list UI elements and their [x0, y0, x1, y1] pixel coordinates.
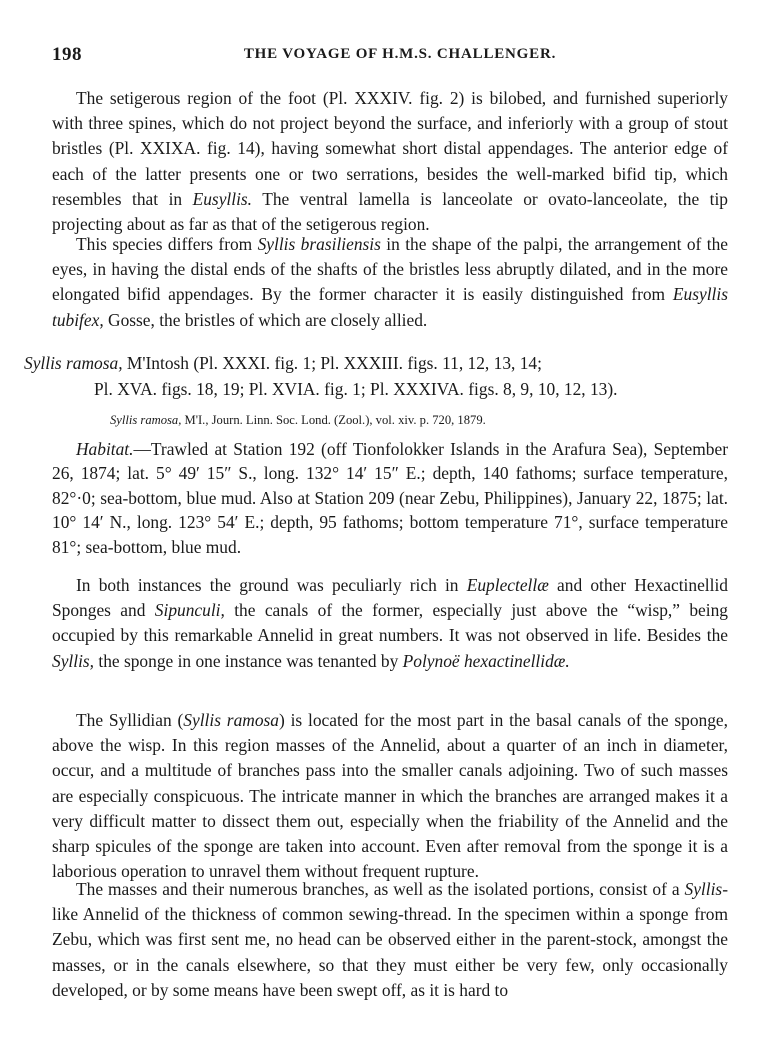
page-number: 198	[52, 44, 82, 65]
italic-taxon: Syllis brasiliensis	[257, 234, 381, 254]
paragraph-text: This species differs from	[76, 234, 258, 254]
habitat-label: Habitat.	[76, 439, 134, 459]
habitat-text: —Trawled at Station 192 (off Tionfolokker Islands in the Arafura Sea), September 26, 1874; lat. 5° 49′ 15″ S., long. 132° 14′ 15″ E.; depth, 140 fathoms; surface temperature, 82°·0; sea-bottom, blue mud. Also at Station 209 (near Zebu, Philippines), January 22, 1875; lat. 10° 14′ N., long. 123° 54′ E.; depth, 95 fathoms; bottom temperature 71°, surface temperature 81°; sea-bottom, blue mud.	[52, 439, 728, 557]
paragraph-ground-sponges	[52, 573, 728, 674]
italic-taxon: Polynoë hexactinellidæ.	[402, 650, 570, 671]
paragraph-text: The masses and their numerous branches, as well as the isolated portions, consist of a	[76, 879, 685, 899]
paragraph-text: the sponge in one instance was tenanted by	[94, 650, 403, 671]
italic-taxon: Syllis ramosa	[183, 710, 279, 730]
paragraph-text: the canals of the former, especially just above the “wisp,” being occupied by this remarkable Annelid in great numbers. It was not observed in life. Besides the	[52, 600, 729, 646]
italic-taxon: Eusyllis tubifex,	[52, 284, 728, 330]
paragraph-text: In both instances the ground was peculiarly rich in	[76, 575, 467, 595]
italic-taxon: Syllis,	[52, 650, 95, 671]
paragraph-text: ) is located for the most part in the basal canals of the sponge, above the wisp. In this region masses of the Annelid, about a quarter of an inch in diameter, occur, and a multitude of branches pass into the smaller canals adjoining. Two of such masses are especially conspicuous. The intricate manner in which the branches are arranged makes it a very difficult matter to dissect them out, especially when the friability of the Annelid and the sharp spicules of the sponge are taken into account. Even after removal from the sponge it is a laborious operation to unravel them without frequent rupture.	[52, 710, 728, 882]
italic-taxon: Euplectellæ	[466, 575, 549, 595]
paragraph-setigerous-region	[52, 86, 728, 237]
paragraph-text: Gosse, the bristles of which are closely allied.	[103, 309, 428, 330]
species-heading-line-1	[24, 353, 542, 374]
species-citation	[110, 413, 486, 428]
species-heading-line-2: Pl. XVA. figs. 18, 19; Pl. XVIA. fig. 1; Pl. XXXIVA. figs. 8, 9, 10, 12, 13).	[94, 379, 618, 399]
citation-reference: M'I., Journ. Linn. Soc. Lond. (Zool.), vol. xiv. p. 720, 1879.	[181, 413, 486, 427]
italic-taxon: Syllis	[684, 879, 723, 899]
paragraph-text: The Syllidian (	[76, 710, 184, 730]
citation-species-name: Syllis ramosa,	[110, 413, 182, 427]
paragraph-syllidian-location	[52, 708, 728, 884]
paragraph-text: in the shape of the palpi, the arrangement of the eyes, in having the distal ends of the shafts of the bristles less abruptly dilated, and in the more elongated bifid appendages. By the former character it is easily distinguished from	[52, 234, 728, 305]
paragraph-text: -like Annelid of the thickness of common sewing-thread. In the specimen within a sponge from Zebu, which was first sent me, no head can be observed either in the parent-stock, amongst the masses, or in the canals elsewhere, so that they must either be very few, only occasionally developed, or by some means have been swept off, as it is hard to	[52, 879, 728, 1000]
paragraph-text: The ventral lamella is lanceolate or ovato-lanceolate, the tip projecting about as far as that of the setigerous region.	[52, 188, 728, 235]
italic-taxon: Eusyllis.	[192, 188, 253, 209]
paragraph-species-comparison	[52, 232, 728, 333]
paragraph-text: and other Hexactinellid Sponges and	[52, 575, 728, 621]
species-plates: M'Intosh (Pl. XXXI. fig. 1; Pl. XXXIII. figs. 11, 12, 13, 14;	[122, 353, 542, 373]
paragraph-text: The setigerous region of the foot (Pl. XXXIV. fig. 2) is bilobed, and furnished superiorly with three spines, which do not project beyond the surface, and inferiorly with a group of stout bristles (Pl. XXIXA. fig. 14), having somewhat short distal appendages. The anterior edge of each of the latter presents one or two serrations, besides the well-marked bifid tip, which resembles that in	[52, 88, 728, 209]
paragraph-masses-branches	[52, 877, 728, 1003]
running-title: THE VOYAGE OF H.M.S. CHALLENGER.	[243, 46, 557, 62]
italic-taxon: Sipunculi,	[154, 600, 225, 621]
page-header	[52, 44, 728, 68]
species-name: Syllis ramosa,	[24, 353, 123, 373]
paragraph-habitat	[52, 437, 728, 559]
